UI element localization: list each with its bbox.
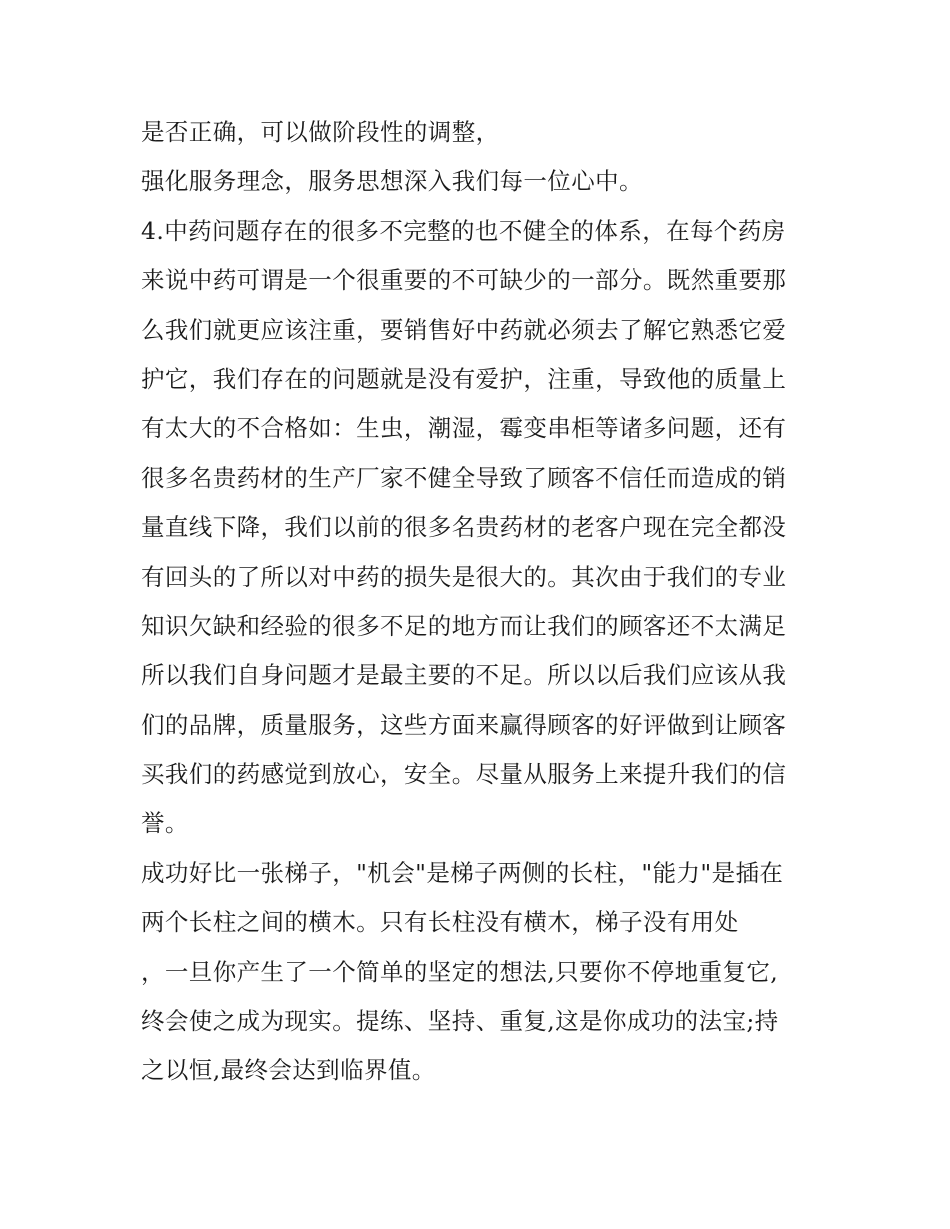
text-line: ，一旦你产生了一个简单的坚定的想法,只要你不停地重复它, — [141, 957, 779, 986]
text-line: 终会使之成为现实。提练、坚持、重复,这是你成功的法宝;持 — [141, 1007, 779, 1036]
document-body — [141, 108, 821, 1096]
text-line: 量直线下降，我们以前的很多名贵药材的老客户现在完全都没 — [141, 513, 787, 542]
text-line: 知识欠缺和经验的很多不足的地方而让我们的顾客还不太满足 — [141, 611, 787, 640]
text-line: 所以我们自身问题才是最主要的不足。所以以后我们应该从我 — [141, 661, 787, 690]
text-line: 强化服务理念，服务思想深入我们每一位心中。 — [141, 167, 643, 196]
text-line: 们的品牌，质量服务，这些方面来赢得顾客的好评做到让顾客 — [141, 710, 787, 739]
text-line: 么我们就更应该注重，要销售好中药就必须去了解它熟悉它爱 — [141, 315, 787, 344]
text-line: 有太大的不合格如：生虫，潮湿，霉变串柜等诸多问题，还有 — [141, 414, 787, 443]
text-line: 誉。 — [141, 809, 189, 838]
text-line: 成功好比一张梯子，"机会"是梯子两侧的长柱，"能力"是插在 — [141, 858, 784, 887]
text-line: 两个长柱之间的横木。只有长柱没有横木，梯子没有用处 — [141, 908, 739, 937]
text-line: 来说中药可谓是一个很重要的不可缺少的一部分。既然重要那 — [141, 266, 787, 295]
text-line: 护它，我们存在的问题就是没有爱护，注重，导致他的质量上 — [141, 364, 787, 393]
text-line: 是否正确，可以做阶段性的调整， — [141, 118, 500, 146]
text-line: 买我们的药感觉到放心，安全。尽量从服务上来提升我们的信 — [141, 760, 787, 789]
text-line: 4.中药问题存在的很多不完整的也不健全的体系，在每个药房 — [141, 216, 786, 245]
text-line: 很多名贵药材的生产厂家不健全导致了顾客不信任而造成的销 — [141, 463, 787, 492]
text-line: 之以恒,最终会达到临界值。 — [141, 1056, 436, 1085]
text-line: 有回头的了所以对中药的损失是很大的。其次由于我们的专业 — [141, 562, 787, 591]
